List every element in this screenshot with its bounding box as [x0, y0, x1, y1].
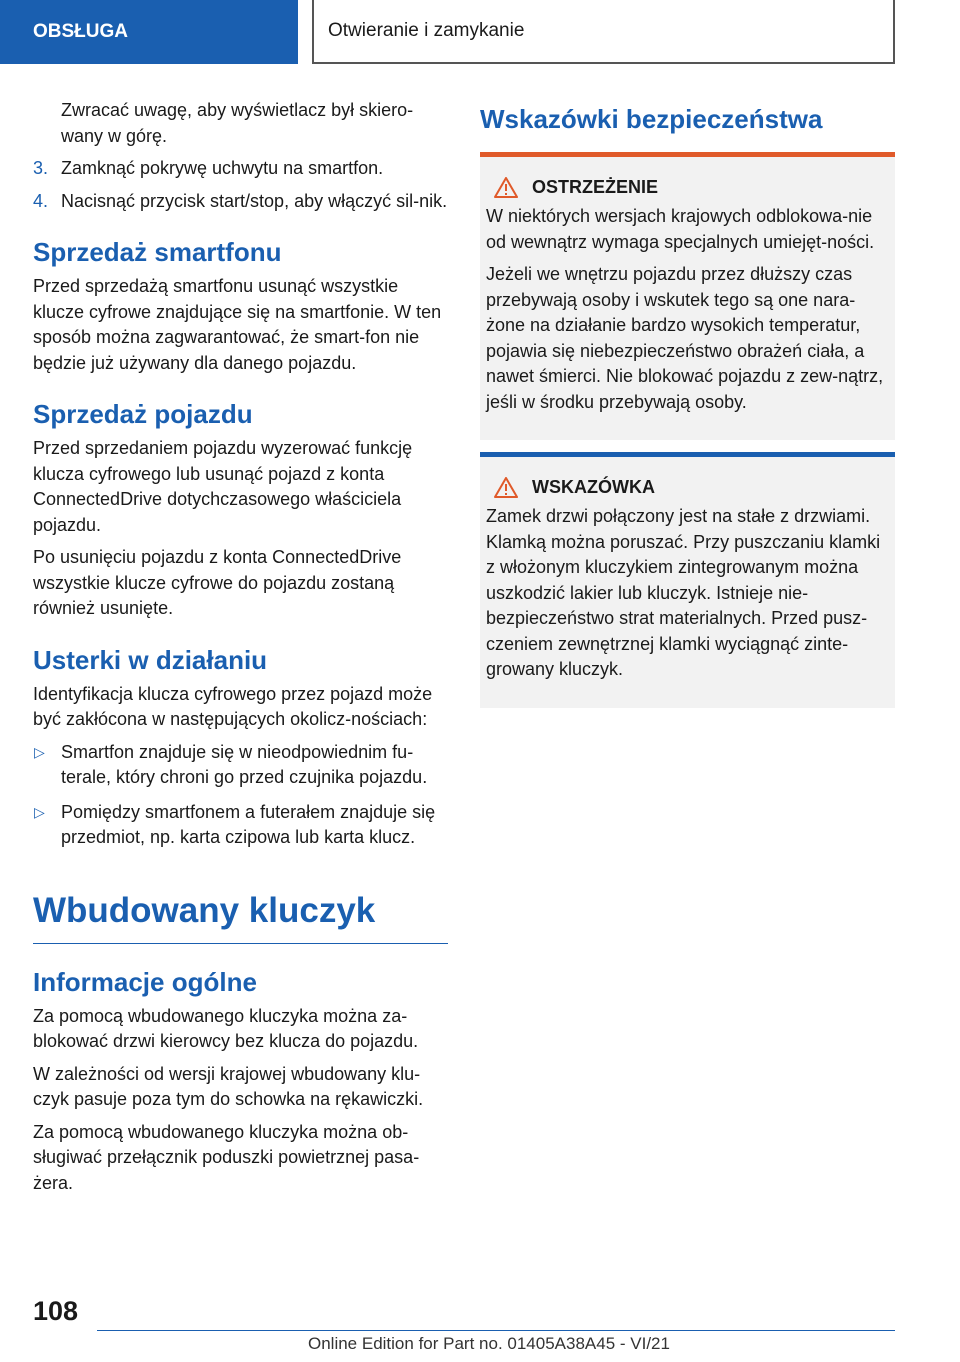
note-title: WSKAZÓWKA	[532, 477, 655, 497]
list-item	[33, 740, 448, 791]
sale-vehicle-text-2: Po usunięciu pojazdu z konta ConnectedDrive wszystkie klucze cyfrowe do pojazdu zostaną również usunięte.	[33, 547, 402, 618]
intro-continued: Zwracać uwagę, aby wyświetlacz był skiero-wany w górę.	[61, 100, 414, 146]
step-item	[33, 156, 448, 182]
section-title: OBSŁUGA	[33, 21, 128, 42]
footer-divider	[97, 1330, 895, 1331]
sale-vehicle-text-1: Przed sprzedaniem pojazdu wyzerować funkcję klucza cyfrowego lub usunąć pojazd z konta ConnectedDrive dotychczasowego właściciela pojazdu.	[33, 438, 413, 535]
warning-text-1: W niektórych wersjach krajowych odblokowa-nie od wewnątrz wymaga specjalnych umiejęt-ności.	[486, 206, 875, 252]
warning-box	[480, 152, 895, 440]
warning-triangle-icon	[494, 177, 518, 198]
heading-builtin-key: Wbudowany kluczyk	[33, 889, 448, 944]
left-column	[33, 98, 448, 1203]
warning-triangle-icon	[494, 477, 518, 498]
warning-text-2: Jeżeli we wnętrzu pojazdu przez dłuższy czas przebywają osoby i wskutek tego są one nara-żone na działanie bardzo wysokich temperatur, pojawia się niebezpieczeństwo obrażeń ciała, a nawet śmierci. Nie blokować pojazdu z zew-nątrz, jeśli w środku przebywają osoby.	[486, 264, 884, 412]
heading-safety: Wskazówki bezpieczeństwa	[480, 104, 823, 134]
note-box	[480, 452, 895, 708]
builtin-text-3: Za pomocą wbudowanego kluczyka można ob-sługiwać przełącznik poduszki powietrznej pasa-żera.	[33, 1121, 420, 1193]
triangle-bullet-icon: ▷	[34, 803, 45, 820]
note-text: Zamek drzwi połączony jest na stałe z drzwiami. Klamką można poruszać. Przy puszczaniu klamki z włożonym kluczykiem zintegrowanym można uszkodzić lakier lub kluczyk. Istnieje nie-bezpieczeństwo strat materialnych. Przed pusz-czeniem zewnętrznej klamki wyciągnąć zinte-growany kluczyk.	[486, 506, 881, 679]
heading-faults: Usterki w działaniu	[33, 644, 268, 675]
heading-general-info: Informacje ogólne	[33, 966, 257, 997]
note-title-row	[486, 477, 889, 498]
list-item-text: Pomiędzy smartfonem a futerałem znajduje się przedmiot, np. karta czipowa lub karta klucz.	[61, 801, 436, 847]
builtin-text-1: Za pomocą wbudowanego kluczyka można za-blokować drzwi kierowcy bez klucza do pojazdu.	[33, 1005, 419, 1051]
step-number: 4.	[33, 190, 49, 211]
triangle-bullet-icon: ▷	[34, 743, 45, 760]
sale-phone-text: Przed sprzedażą smartfonu usunąć wszystkie klucze cyfrowe znajdujące się na smartfonie. W ten sposób można zagwarantować, że smart-fon nie będzie już używany dla danego pojazdu.	[33, 276, 442, 373]
list-item-text: Smartfon znajduje się w nieodpowiednim fu-terale, który chroni go przed czujnika pojazdu.	[61, 741, 428, 787]
edition-info: Online Edition for Part no. 01405A38A45 - VI/21	[308, 1334, 670, 1353]
warning-title-row	[486, 177, 889, 198]
section-tab	[0, 0, 298, 64]
right-column	[480, 98, 895, 720]
step-number: 3.	[33, 158, 49, 178]
builtin-text-2: W zależności od wersji krajowej wbudowany klu-czyk pasuje poza tym do schowka na rękawiczki.	[33, 1063, 424, 1109]
step-text: Nacisnąć przycisk start/stop, aby włączyć sil-nik.	[61, 190, 448, 211]
heading-sale-phone: Sprzedaż smartfonu	[33, 237, 282, 267]
faults-text: Identyfikacja klucza cyfrowego przez pojazd może być zakłócona w następujących okolicz-nościach:	[33, 683, 433, 729]
step-item	[33, 189, 448, 215]
chapter-header	[312, 0, 895, 64]
chapter-title: Otwieranie i zamykanie	[328, 20, 525, 41]
heading-sale-vehicle: Sprzedaż pojazdu	[33, 399, 253, 429]
warning-title: OSTRZEŻENIE	[532, 177, 659, 197]
page-number: 108	[33, 1296, 79, 1326]
list-item	[33, 800, 448, 851]
step-text: Zamknąć pokrywę uchwytu na smartfon.	[61, 158, 384, 178]
